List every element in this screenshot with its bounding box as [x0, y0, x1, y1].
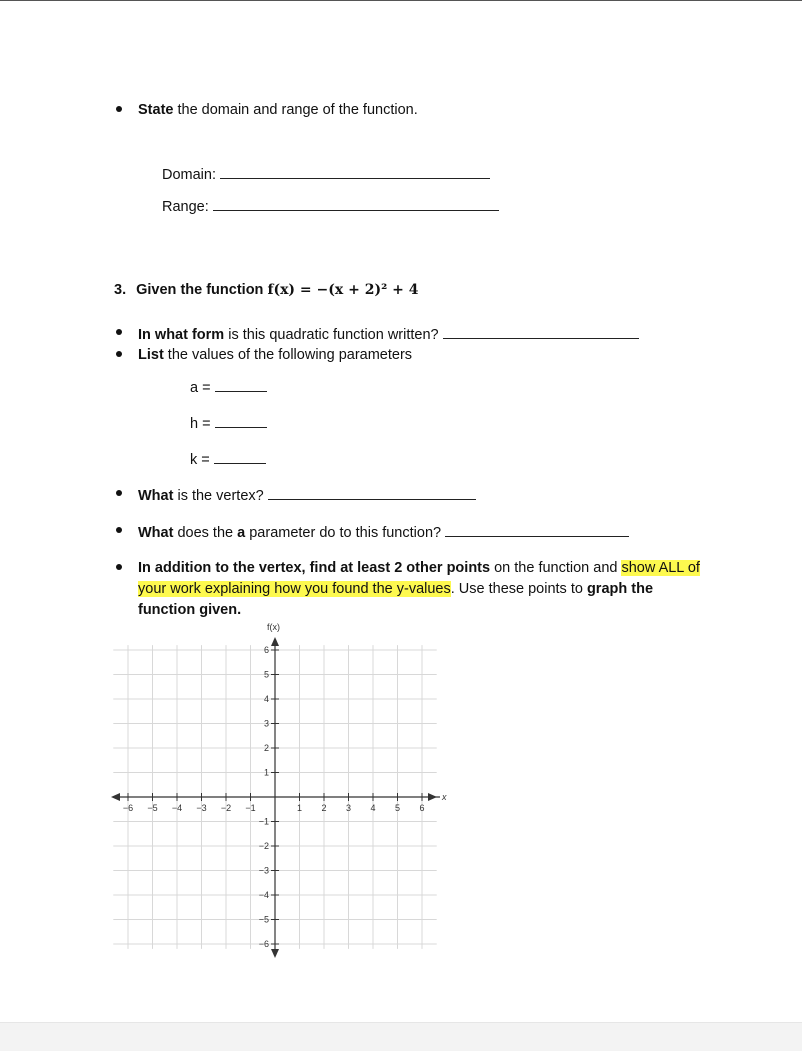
x-tick-label: 4	[370, 803, 376, 813]
x-axis-left-arrow	[111, 793, 120, 801]
prompt-text: the values of the following parameters	[163, 347, 413, 363]
y-tick-label: −5	[258, 914, 269, 925]
prompt-text: . Use these points to	[450, 581, 587, 597]
y-tick-label: 2	[263, 743, 269, 753]
question-lead: Given the function	[136, 282, 268, 298]
x-axis-label: x	[442, 792, 447, 802]
question-function: f(x) = −(x + 2)² + 4	[267, 282, 419, 298]
y-axis-label: f(x)	[267, 622, 280, 632]
x-tick-label: −6	[122, 803, 134, 813]
y-tick-label: −4	[258, 890, 269, 900]
x-tick-label: −3	[196, 803, 207, 813]
prompt-bold-a: a	[237, 525, 246, 541]
prompt-bold: What	[138, 488, 174, 504]
bottom-bar	[0, 1022, 802, 1051]
highlighted-text: your work explaining how you found the y-values	[138, 581, 451, 597]
prompt-text: on the function and	[490, 560, 622, 576]
prompt-text: the domain and range of the function.	[173, 102, 418, 118]
y-tick-label: −3	[258, 865, 269, 876]
x-tick-label: 6	[419, 803, 425, 813]
y-axis-top-arrow	[271, 637, 279, 646]
y-tick-label: −6	[258, 939, 269, 949]
prompt-bold: What	[138, 525, 174, 541]
param-h-label: h =	[190, 416, 211, 432]
prompt-bold: In addition to the vertex, find at least 2 other points	[138, 560, 491, 576]
domain-label: Domain:	[162, 167, 216, 183]
y-tick-label: −2	[258, 841, 269, 851]
prompt-text-rest: parameter do to this function?	[245, 525, 442, 541]
x-tick-label: −4	[171, 803, 183, 813]
prompt-bold: graph the	[586, 581, 654, 597]
question-number: 3.	[114, 282, 127, 298]
y-axis-bottom-arrow	[271, 949, 279, 958]
param-a-label: a =	[190, 380, 211, 396]
highlighted-text: show ALL of	[621, 560, 700, 576]
x-tick-label: 3	[345, 803, 352, 813]
prompt-bold: In what form	[138, 327, 225, 343]
x-tick-label: 2	[321, 803, 327, 813]
prompt-text: is the vertex?	[173, 488, 264, 504]
prompt-text: is this quadratic function written?	[224, 327, 439, 343]
x-tick-label: −5	[147, 803, 158, 813]
x-tick-label: 1	[296, 803, 303, 813]
x-tick-label: 5	[394, 803, 401, 813]
y-tick-label: 4	[263, 694, 269, 704]
y-tick-label: −1	[258, 816, 269, 827]
prompt-bold: State	[138, 102, 174, 118]
prompt-bold: function given.	[138, 602, 242, 618]
x-tick-label: −1	[245, 803, 256, 813]
y-tick-label: 6	[263, 645, 269, 655]
prompt-text: does the	[173, 525, 238, 541]
y-tick-label: 3	[263, 718, 269, 729]
x-axis-right-arrow	[428, 793, 437, 801]
param-k-label: k =	[190, 452, 210, 468]
range-label: Range:	[162, 199, 209, 215]
y-tick-label: 5	[263, 669, 269, 680]
y-tick-label: 1	[263, 767, 269, 778]
prompt-bold: List	[138, 347, 164, 363]
x-tick-label: −2	[220, 803, 232, 813]
